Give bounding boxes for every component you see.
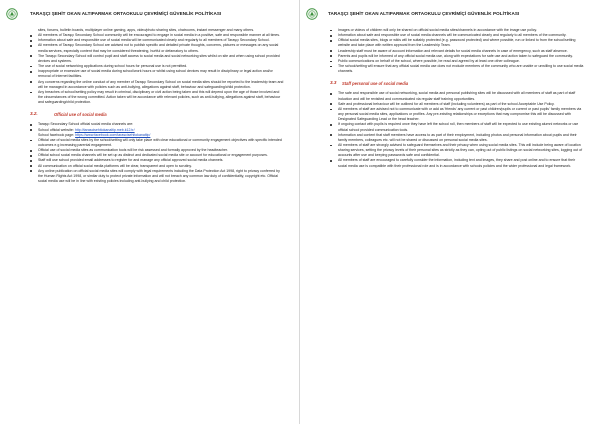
list-item xyxy=(326,143,584,158)
list-item xyxy=(326,158,584,168)
list-item-text: Official school social media channels will be set up as distinct and dedicated social media site or account for educational or engagement purposes. xyxy=(38,153,268,158)
list-item-text: Information about safe and responsible use of social media channels will be communicated clearly and regularly to all members of the community. xyxy=(338,33,567,38)
list-item-text: Official use of social media sites as communication tools will be risk assessed and formally approved by the headteacher. xyxy=(38,148,228,153)
list-item-text: All members of staff are encouraged to carefully consider the information, including text and images, they share and post online and to ensure that their social media use is compatible with their professional role and is in accordance with schools policies and the wider professional and legal framework. xyxy=(338,158,576,168)
list-item-text: School facebook page: xyxy=(38,132,76,137)
list-item-text: The school/setting will ensure that any official social media use does not exclude members of the community who are unable or unwilling to use social media channels. xyxy=(338,64,584,74)
list-item-text: School official website: xyxy=(38,127,75,132)
list-item-text: All members of staff are advised not to communicate with or add as 'friends' any current or past children/pupils or current or past pupils' family members via any personal social media sites, applications or profiles. Any pre-existing relationships or exceptions that may compromise this will be discussed with Designated Safeguarding Lead or the head teacher. xyxy=(338,106,582,122)
bullet-list xyxy=(26,122,284,184)
list-item-text: All members of Taraşçı Secondary School are advised not to publish specific and detailed private thoughts, concerns, pictures or messages on any social media services, especially content that may be considered threatening, hurtful or defamatory to others. xyxy=(38,43,279,53)
hyperlink[interactable]: http://tarascisehitokanaltip.meb.k12.tr/ xyxy=(74,127,135,132)
section-heading xyxy=(326,80,584,88)
bullet-list xyxy=(326,28,584,74)
list-item-text: All communication on official social media platforms will be clear, transparent and open to scrutiny. xyxy=(38,163,192,168)
list-item-text: The Taraşçı Secondary School will control pupil and staff access to social media and social networking sites whilst on site and when using school provided devices and systems. xyxy=(38,53,280,63)
section-title: Official use of social media xyxy=(54,111,107,117)
list-item-text: All members of Taraşçı Secondary School community will be encouraged to engage in social media in a positive, safe and responsible manner at all times. xyxy=(38,33,281,38)
list-item-text: All members of staff are strongly advised to safeguard themselves and their privacy when using social media sites. This will include being aware of location sharing services, setting the privacy levels of their personal sites as strictly as they can, opting out of public listings on social networking sites, logging out of accounts after use and keeping passwords safe and confidential. xyxy=(338,142,583,158)
list-item-text: The safe and responsible use of social networking, social media and personal publishing sites will be discussed with all members of staff as part of staff induction and will be revisited and communicated via regular staff training opportunities. xyxy=(338,91,576,101)
list-item-text: Official use of social media sites by the school/setting will only take place with clear educational or community engagement objectives with specific intended outcomes e.g increasing parental engagement. xyxy=(38,137,282,147)
page-body xyxy=(326,28,584,169)
list-item xyxy=(326,91,584,101)
list-item-text: Staff will use school provided email addresses to register for and manage any official approved social media channels. xyxy=(38,158,224,163)
section-title: Staff personal use of social media xyxy=(342,80,409,86)
bullet-list xyxy=(26,28,284,105)
list-item-text: Safe and professional behaviour will be outlined for all members of staff (including volunteers) as part of the school Acceptable Use Policy. xyxy=(338,101,555,106)
list-item-text: Inappropriate or excessive use of social media during school/work hours or whilst using school devices may result in disciplinary or legal action and/or removal of Internet facilities. xyxy=(38,69,273,79)
page-header xyxy=(0,8,300,22)
list-item xyxy=(26,69,284,79)
list-item-text: Images or videos of children will only be shared on official social media sites/channels in accordance with the image use policy. xyxy=(338,28,537,32)
list-item-text: If ongoing contact with pupils is required once they have left the school roll, then members of staff will be expected to use existing alumni networks or use official school provided communication tools. xyxy=(338,122,579,132)
list-item-text: Leadership staff must be aware of account information and relevant details for social media channels in case of emergency, such as staff absence. xyxy=(338,48,568,53)
list-item xyxy=(326,38,584,48)
list-item xyxy=(26,80,284,90)
list-item-text: Parents and pupils will be informed of any official social media use, along with expectations for safe use and action taken to safeguard the community. xyxy=(338,53,573,58)
list-item xyxy=(26,54,284,64)
section-number: 3.3 xyxy=(330,80,337,86)
bullet-list xyxy=(326,91,584,168)
list-item xyxy=(26,138,284,148)
section-heading xyxy=(26,111,284,119)
list-item xyxy=(26,90,284,105)
header-title: TARAŞÇI ŞEHİT OKAN ALTIPARMAK ORTAOKULU ÇEVRİMİÇİ GÜVENLİK POLİTİKASI xyxy=(30,11,222,16)
list-item-text: Information about safe and responsible use of social media will be communicated clearly and regularly to all members of Taraşçı Secondary School. xyxy=(38,38,270,43)
header-title: TARAŞÇI ŞEHİT OKAN ALTIPARMAK ORTAOKULU ÇEVRİMİÇİ GÜVENLİK POLİTİKASI xyxy=(328,11,520,16)
school-logo-icon xyxy=(306,8,318,20)
list-item xyxy=(326,107,584,122)
list-item xyxy=(26,43,284,53)
list-item-text: Any concerns regarding the online conduct of any member of Taraşçı Secondary School on social media sites should be reported to the leadership team and will be managed in accordance with policies such as anti-bullying, allegations against staff, behaviour and safeguarding/child protection. xyxy=(38,79,284,89)
list-item-text: Official social media sites, blogs or wikis will be suitably protected (e.g. password protected) and where possible, run or linked to from the school/setting website and take place with written approval from the Leadership Team. xyxy=(338,38,576,48)
hyperlink[interactable]: https://www.facebook.com/tarascisehitokanaltip/ xyxy=(75,132,151,137)
list-item-text: sites, forums, bulletin boards, multiplayer online gaming, apps, video/photo sharing sites, chatrooms, instant messenger and many others. xyxy=(38,28,255,32)
list-item-text: Taraşçı Secondary School official social media channels are: xyxy=(38,122,134,127)
section-number: 3.2. xyxy=(30,111,38,117)
document-page-right xyxy=(300,0,600,424)
list-item-text: Public communications on behalf of the school, where possible, be read and agreed by at least one other colleague. xyxy=(338,58,520,63)
list-item-text: Information and content that staff members have access to as part of their employment, including photos and personal information about pupils and their family members, colleagues etc. will not be shared or discussed on personal social media sites. xyxy=(338,132,577,142)
page-header xyxy=(300,8,600,22)
school-logo-icon xyxy=(6,8,18,20)
list-item-text: The use of social networking applications during school hours for personal use is not permitted. xyxy=(38,64,188,69)
list-item-text: Any online publication on official social media sites will comply with legal requirements including the Data Protection Act 1998, right to privacy conferred by the Human Rights Act 1998, or similar duty to protect private information and will not breach any common law duty of confidentiality, copyright etc. Official social media use will be in line with existing policies including anti-bullying and child protection. xyxy=(38,168,280,184)
list-item xyxy=(326,122,584,132)
list-item xyxy=(326,64,584,74)
page-body xyxy=(26,28,284,184)
list-item xyxy=(26,169,284,184)
list-item-text: Any breaches of school/setting policy may result in criminal, disciplinary or civil action being taken and this will depend upon the age of those involved and the circumstances of the wrong committed. Action taken will be accordance with relevant policies, such as anti-bullying, allegations against staff, behaviour and safeguarding/child protection. xyxy=(38,89,281,105)
list-item xyxy=(326,133,584,143)
